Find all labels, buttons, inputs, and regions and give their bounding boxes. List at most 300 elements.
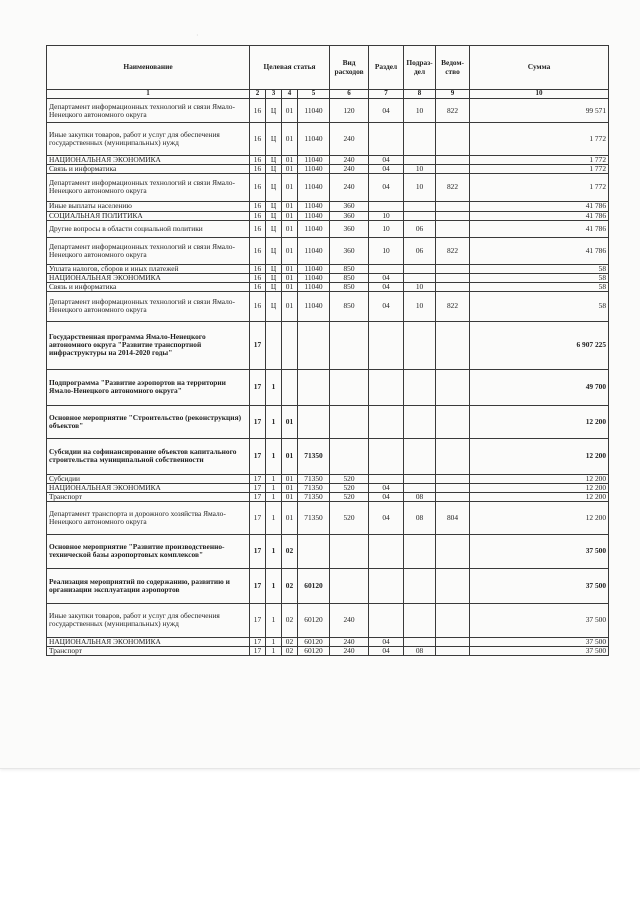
sum-cell: 41 786	[470, 237, 609, 264]
target-code-event-cell: 01	[282, 501, 298, 534]
row-name-cell: НАЦИОНАЛЬНАЯ ЭКОНОМИКА	[47, 273, 250, 282]
section-cell	[369, 123, 404, 156]
section-cell: 04	[369, 291, 404, 321]
row-name-cell: СОЦИАЛЬНАЯ ПОЛИТИКА	[47, 211, 250, 220]
target-code-subprogram-cell: Ц	[266, 123, 282, 156]
target-code-program-cell: 17	[250, 405, 266, 438]
department-cell	[436, 603, 470, 637]
department-cell	[436, 568, 470, 603]
target-code-event-cell: 01	[282, 156, 298, 165]
target-code-subprogram-cell: 1	[266, 646, 282, 655]
section-cell: 04	[369, 282, 404, 291]
header-sum: Сумма	[470, 46, 609, 90]
expense-type-cell	[330, 405, 369, 438]
sum-cell: 58	[470, 291, 609, 321]
department-cell: 822	[436, 99, 470, 123]
table-row	[47, 99, 609, 123]
target-code-event-cell: 01	[282, 201, 298, 211]
table-row	[47, 534, 609, 568]
target-code-direction-cell: 71350	[298, 492, 330, 501]
target-code-event-cell: 01	[282, 173, 298, 201]
department-cell	[436, 201, 470, 211]
expense-type-cell: 240	[330, 123, 369, 156]
target-code-program-cell: 16	[250, 99, 266, 123]
department-cell	[436, 483, 470, 492]
table-row	[47, 646, 609, 655]
expense-type-cell: 520	[330, 501, 369, 534]
target-code-subprogram-cell: 1	[266, 603, 282, 637]
table-row	[47, 321, 609, 369]
subsection-cell	[404, 123, 436, 156]
sum-cell: 49 700	[470, 369, 609, 405]
department-cell	[436, 282, 470, 291]
target-code-subprogram-cell: 1	[266, 568, 282, 603]
table-row	[47, 220, 609, 237]
row-name-cell: НАЦИОНАЛЬНАЯ ЭКОНОМИКА	[47, 637, 250, 646]
expense-type-cell: 360	[330, 237, 369, 264]
department-cell	[436, 534, 470, 568]
sum-cell: 6 907 225	[470, 321, 609, 369]
row-name-cell: Иные выплаты населению	[47, 201, 250, 211]
table-row	[47, 273, 609, 282]
target-code-direction-cell: 60120	[298, 646, 330, 655]
expense-type-cell: 850	[330, 264, 369, 273]
section-cell	[369, 201, 404, 211]
target-code-program-cell: 17	[250, 483, 266, 492]
subsection-cell	[404, 211, 436, 220]
target-code-event-cell: 02	[282, 603, 298, 637]
section-cell	[369, 264, 404, 273]
target-code-event-cell: 01	[282, 483, 298, 492]
expense-type-cell: 850	[330, 282, 369, 291]
target-code-program-cell: 17	[250, 492, 266, 501]
target-code-direction-cell: 11040	[298, 173, 330, 201]
table-row	[47, 201, 609, 211]
target-code-direction-cell: 11040	[298, 211, 330, 220]
subsection-cell: 10	[404, 282, 436, 291]
department-cell	[436, 264, 470, 273]
target-code-event-cell: 01	[282, 273, 298, 282]
department-cell	[436, 646, 470, 655]
section-cell: 04	[369, 483, 404, 492]
department-cell	[436, 273, 470, 282]
target-code-program-cell: 16	[250, 201, 266, 211]
expense-type-cell	[330, 321, 369, 369]
column-number: 1	[47, 90, 250, 99]
subsection-cell: 06	[404, 237, 436, 264]
column-number: 3	[266, 90, 282, 99]
target-code-event-cell	[282, 369, 298, 405]
section-cell: 04	[369, 156, 404, 165]
row-name-cell: Государственная программа Ямало-Ненецкого автономного округа "Развитие транспортной инфраструктуры на 2014-2020 годы"	[47, 321, 250, 369]
table-row	[47, 156, 609, 165]
column-number: 5	[298, 90, 330, 99]
target-code-direction-cell	[298, 405, 330, 438]
target-code-subprogram-cell: 1	[266, 637, 282, 646]
table-row	[47, 492, 609, 501]
subsection-cell	[404, 264, 436, 273]
target-code-event-cell: 01	[282, 164, 298, 173]
target-code-subprogram-cell: Ц	[266, 273, 282, 282]
target-code-event-cell: 02	[282, 568, 298, 603]
row-name-cell: Субсидии на софинансирование объектов капитального строительства муниципальной собственности	[47, 438, 250, 474]
table-row	[47, 501, 609, 534]
expense-type-cell: 240	[330, 156, 369, 165]
department-cell	[436, 405, 470, 438]
target-code-event-cell: 01	[282, 282, 298, 291]
section-cell: 04	[369, 501, 404, 534]
row-name-cell: Связь и информатика	[47, 164, 250, 173]
target-code-direction-cell: 60120	[298, 637, 330, 646]
target-code-subprogram-cell: 1	[266, 483, 282, 492]
subsection-cell	[404, 474, 436, 483]
row-name-cell: Транспорт	[47, 492, 250, 501]
target-code-program-cell: 17	[250, 646, 266, 655]
expense-type-cell	[330, 534, 369, 568]
target-code-subprogram-cell: Ц	[266, 264, 282, 273]
target-code-event-cell: 01	[282, 99, 298, 123]
target-code-program-cell: 17	[250, 603, 266, 637]
department-cell	[436, 369, 470, 405]
target-code-event-cell: 01	[282, 492, 298, 501]
section-cell: 04	[369, 173, 404, 201]
target-code-subprogram-cell	[266, 321, 282, 369]
header-department: Ведом- ство	[436, 46, 470, 90]
header-target-article: Целевая статья	[250, 46, 330, 90]
section-cell: 04	[369, 99, 404, 123]
subsection-cell	[404, 534, 436, 568]
scan-speck: ·	[196, 31, 199, 40]
table-row	[47, 438, 609, 474]
target-code-direction-cell: 11040	[298, 220, 330, 237]
sum-cell: 41 786	[470, 211, 609, 220]
budget-table	[46, 45, 609, 656]
subsection-cell	[404, 273, 436, 282]
target-code-direction-cell: 11040	[298, 156, 330, 165]
target-code-direction-cell: 60120	[298, 603, 330, 637]
section-cell	[369, 568, 404, 603]
section-cell: 10	[369, 211, 404, 220]
target-code-subprogram-cell: 1	[266, 474, 282, 483]
department-cell	[436, 474, 470, 483]
expense-type-cell: 360	[330, 201, 369, 211]
target-code-direction-cell: 11040	[298, 164, 330, 173]
table-row	[47, 264, 609, 273]
sum-cell: 37 500	[470, 637, 609, 646]
department-cell	[436, 164, 470, 173]
subsection-cell	[404, 369, 436, 405]
section-cell	[369, 474, 404, 483]
sum-cell: 1 772	[470, 123, 609, 156]
target-code-event-cell: 01	[282, 474, 298, 483]
target-code-subprogram-cell: 1	[266, 501, 282, 534]
target-code-subprogram-cell: 1	[266, 492, 282, 501]
section-cell: 04	[369, 492, 404, 501]
sum-cell: 12 200	[470, 483, 609, 492]
subsection-cell: 06	[404, 220, 436, 237]
department-cell	[436, 321, 470, 369]
department-cell: 822	[436, 237, 470, 264]
sum-cell: 37 500	[470, 568, 609, 603]
target-code-program-cell: 16	[250, 291, 266, 321]
expense-type-cell: 850	[330, 291, 369, 321]
target-code-program-cell: 16	[250, 173, 266, 201]
sum-cell: 37 500	[470, 534, 609, 568]
target-code-program-cell: 16	[250, 282, 266, 291]
row-name-cell: Связь и информатика	[47, 282, 250, 291]
department-cell: 822	[436, 173, 470, 201]
sum-cell: 58	[470, 273, 609, 282]
column-number: 4	[282, 90, 298, 99]
column-number: 10	[470, 90, 609, 99]
target-code-event-cell: 01	[282, 211, 298, 220]
section-cell	[369, 534, 404, 568]
target-code-event-cell: 01	[282, 220, 298, 237]
section-cell	[369, 369, 404, 405]
department-cell	[436, 211, 470, 220]
target-code-subprogram-cell: Ц	[266, 201, 282, 211]
row-name-cell: Департамент информационных технологий и связи Ямало-Ненецкого автономного округа	[47, 173, 250, 201]
table-row	[47, 211, 609, 220]
sum-cell: 12 200	[470, 405, 609, 438]
header-expense-type: Вид расходов	[330, 46, 369, 90]
row-name-cell: Иные закупки товаров, работ и услуг для обеспечения государственных (муниципальных) нужд	[47, 603, 250, 637]
expense-type-cell	[330, 369, 369, 405]
target-code-program-cell: 16	[250, 220, 266, 237]
target-code-program-cell: 17	[250, 534, 266, 568]
target-code-direction-cell: 11040	[298, 237, 330, 264]
row-name-cell: Другие вопросы в области социальной политики	[47, 220, 250, 237]
expense-type-cell: 240	[330, 646, 369, 655]
subsection-cell: 10	[404, 164, 436, 173]
column-number: 8	[404, 90, 436, 99]
target-code-direction-cell: 11040	[298, 291, 330, 321]
row-name-cell: НАЦИОНАЛЬНАЯ ЭКОНОМИКА	[47, 156, 250, 165]
target-code-subprogram-cell: Ц	[266, 173, 282, 201]
sum-cell: 1 772	[470, 156, 609, 165]
row-name-cell: Департамент транспорта и дорожного хозяйства Ямало-Ненецкого автономного округа	[47, 501, 250, 534]
row-name-cell: Уплата налогов, сборов и иных платежей	[47, 264, 250, 273]
table-row	[47, 123, 609, 156]
table-row	[47, 405, 609, 438]
target-code-direction-cell: 11040	[298, 201, 330, 211]
expense-type-cell: 240	[330, 164, 369, 173]
target-code-direction-cell: 71350	[298, 438, 330, 474]
department-cell	[436, 123, 470, 156]
target-code-event-cell: 01	[282, 291, 298, 321]
sum-cell: 99 571	[470, 99, 609, 123]
section-cell: 04	[369, 164, 404, 173]
table-row	[47, 474, 609, 483]
table-row	[47, 637, 609, 646]
header-subsection: Подраз- дел	[404, 46, 436, 90]
section-cell: 04	[369, 646, 404, 655]
target-code-subprogram-cell: Ц	[266, 291, 282, 321]
sum-cell: 58	[470, 282, 609, 291]
table-row	[47, 369, 609, 405]
subsection-cell: 08	[404, 492, 436, 501]
header-name: Наименование	[47, 46, 250, 90]
subsection-cell	[404, 603, 436, 637]
sum-cell: 37 500	[470, 646, 609, 655]
department-cell: 822	[436, 291, 470, 321]
target-code-subprogram-cell: Ц	[266, 237, 282, 264]
subsection-cell	[404, 637, 436, 646]
target-code-subprogram-cell: Ц	[266, 282, 282, 291]
sum-cell: 1 772	[470, 164, 609, 173]
target-code-direction-cell: 60120	[298, 568, 330, 603]
table-row	[47, 164, 609, 173]
target-code-subprogram-cell: 1	[266, 438, 282, 474]
section-cell: 10	[369, 237, 404, 264]
target-code-subprogram-cell: Ц	[266, 164, 282, 173]
target-code-program-cell: 17	[250, 438, 266, 474]
subsection-cell	[404, 568, 436, 603]
column-number: 2	[250, 90, 266, 99]
department-cell	[436, 438, 470, 474]
target-code-subprogram-cell: Ц	[266, 156, 282, 165]
sum-cell: 12 200	[470, 501, 609, 534]
target-code-event-cell: 02	[282, 534, 298, 568]
subsection-cell: 10	[404, 291, 436, 321]
subsection-cell	[404, 321, 436, 369]
target-code-direction-cell: 11040	[298, 282, 330, 291]
target-code-event-cell: 01	[282, 405, 298, 438]
target-code-event-cell: 01	[282, 123, 298, 156]
row-name-cell: Основное мероприятие "Строительство (реконструкция) объектов"	[47, 405, 250, 438]
target-code-event-cell: 02	[282, 637, 298, 646]
target-code-subprogram-cell: Ц	[266, 211, 282, 220]
target-code-program-cell: 17	[250, 321, 266, 369]
section-cell: 10	[369, 220, 404, 237]
target-code-direction-cell: 11040	[298, 264, 330, 273]
target-code-direction-cell: 11040	[298, 273, 330, 282]
subsection-cell	[404, 438, 436, 474]
table-row	[47, 568, 609, 603]
target-code-subprogram-cell: Ц	[266, 220, 282, 237]
target-code-direction-cell	[298, 369, 330, 405]
row-name-cell: Департамент информационных технологий и связи Ямало-Ненецкого автономного округа	[47, 237, 250, 264]
subsection-cell: 08	[404, 646, 436, 655]
target-code-direction-cell: 71350	[298, 483, 330, 492]
expense-type-cell: 520	[330, 483, 369, 492]
target-code-direction-cell	[298, 534, 330, 568]
expense-type-cell: 360	[330, 220, 369, 237]
target-code-direction-cell: 71350	[298, 474, 330, 483]
expense-type-cell: 520	[330, 474, 369, 483]
target-code-program-cell: 17	[250, 501, 266, 534]
target-code-program-cell: 17	[250, 474, 266, 483]
target-code-program-cell: 17	[250, 369, 266, 405]
row-name-cell: Реализация мероприятий по содержанию, развитию и организации эксплуатации аэропортов	[47, 568, 250, 603]
section-cell	[369, 321, 404, 369]
target-code-program-cell: 16	[250, 273, 266, 282]
sum-cell: 12 200	[470, 492, 609, 501]
section-cell: 04	[369, 637, 404, 646]
target-code-subprogram-cell: 1	[266, 534, 282, 568]
section-cell	[369, 405, 404, 438]
table-row	[47, 483, 609, 492]
column-number: 6	[330, 90, 369, 99]
section-cell	[369, 438, 404, 474]
target-code-subprogram-cell: Ц	[266, 99, 282, 123]
department-cell	[436, 637, 470, 646]
subsection-cell	[404, 201, 436, 211]
row-name-cell: Департамент информационных технологий и связи Ямало-Ненецкого автономного округа	[47, 291, 250, 321]
table-row	[47, 173, 609, 201]
row-name-cell: Транспорт	[47, 646, 250, 655]
row-name-cell: Подпрограмма "Развитие аэропортов на территории Ямало-Ненецкого автономного округа"	[47, 369, 250, 405]
sum-cell: 41 786	[470, 201, 609, 211]
target-code-subprogram-cell: 1	[266, 369, 282, 405]
sum-cell: 37 500	[470, 603, 609, 637]
section-cell: 04	[369, 273, 404, 282]
sum-cell: 12 200	[470, 474, 609, 483]
expense-type-cell: 120	[330, 99, 369, 123]
target-code-event-cell: 01	[282, 237, 298, 264]
expense-type-cell: 520	[330, 492, 369, 501]
target-code-program-cell: 16	[250, 164, 266, 173]
row-name-cell: Основное мероприятие "Развитие производственно-технической базы аэропортовых комплексов"	[47, 534, 250, 568]
sum-cell: 58	[470, 264, 609, 273]
sum-cell: 1 772	[470, 173, 609, 201]
target-code-subprogram-cell: 1	[266, 405, 282, 438]
sum-cell: 41 786	[470, 220, 609, 237]
subsection-cell: 08	[404, 501, 436, 534]
table-body	[47, 99, 609, 656]
target-code-program-cell: 16	[250, 156, 266, 165]
department-cell	[436, 492, 470, 501]
target-code-direction-cell: 11040	[298, 99, 330, 123]
target-code-event-cell: 02	[282, 646, 298, 655]
column-number: 9	[436, 90, 470, 99]
department-cell: 804	[436, 501, 470, 534]
expense-type-cell	[330, 568, 369, 603]
target-code-event-cell: 01	[282, 264, 298, 273]
target-code-program-cell: 16	[250, 264, 266, 273]
header-section: Раздел	[369, 46, 404, 90]
expense-type-cell	[330, 438, 369, 474]
expense-type-cell: 850	[330, 273, 369, 282]
row-name-cell: Иные закупки товаров, работ и услуг для обеспечения государственных (муниципальных) нужд	[47, 123, 250, 156]
subsection-cell: 10	[404, 99, 436, 123]
target-code-program-cell: 16	[250, 211, 266, 220]
subsection-cell	[404, 483, 436, 492]
table-row	[47, 603, 609, 637]
expense-type-cell: 240	[330, 637, 369, 646]
target-code-program-cell: 16	[250, 123, 266, 156]
expense-type-cell: 360	[330, 211, 369, 220]
row-name-cell: НАЦИОНАЛЬНАЯ ЭКОНОМИКА	[47, 483, 250, 492]
target-code-event-cell: 01	[282, 438, 298, 474]
row-name-cell: Субсидии	[47, 474, 250, 483]
table-row	[47, 237, 609, 264]
target-code-direction-cell: 71350	[298, 501, 330, 534]
target-code-direction-cell	[298, 321, 330, 369]
sum-cell: 12 200	[470, 438, 609, 474]
subsection-cell	[404, 405, 436, 438]
target-code-program-cell: 16	[250, 237, 266, 264]
target-code-program-cell: 17	[250, 637, 266, 646]
subsection-cell: 10	[404, 173, 436, 201]
column-number: 7	[369, 90, 404, 99]
department-cell	[436, 220, 470, 237]
target-code-program-cell: 17	[250, 568, 266, 603]
target-code-direction-cell: 11040	[298, 123, 330, 156]
section-cell	[369, 603, 404, 637]
subsection-cell	[404, 156, 436, 165]
row-name-cell: Департамент информационных технологий и связи Ямало-Ненецкого автономного округа	[47, 99, 250, 123]
